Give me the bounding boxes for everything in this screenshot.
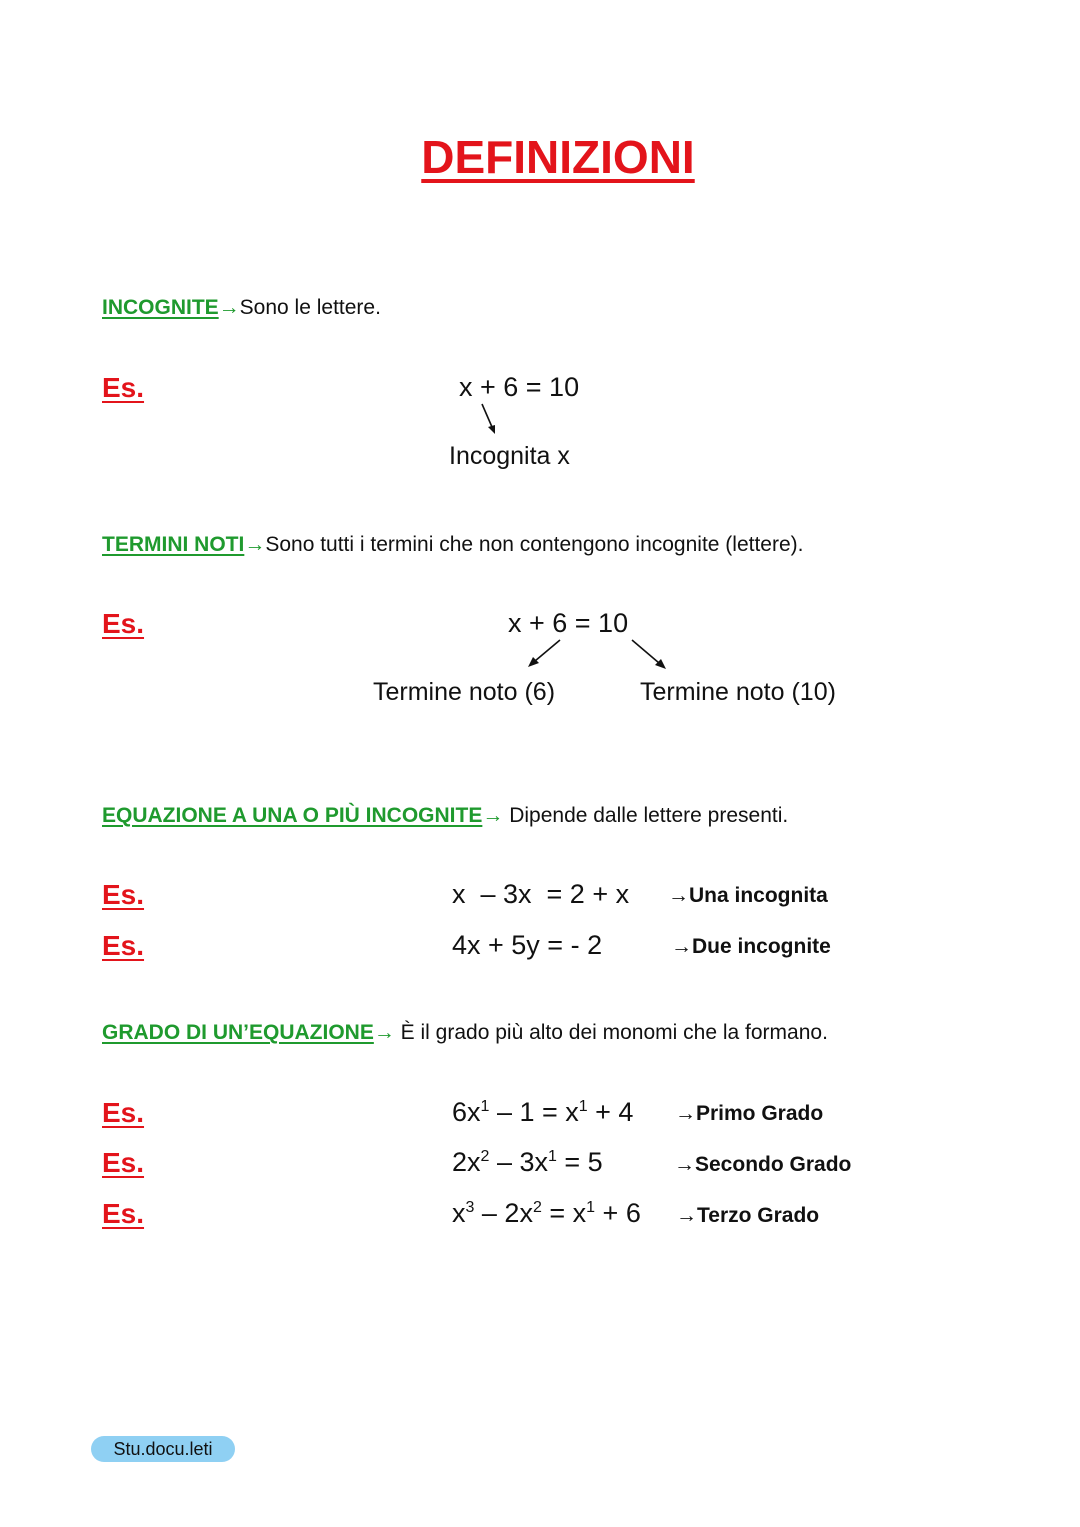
definition-text: Sono tutti i termini che non contengono incognite (lettere). <box>265 533 804 556</box>
example-result: →Primo Grado <box>675 1102 824 1125</box>
definition-incognite <box>102 296 381 320</box>
definition-equazione-incognite <box>102 804 788 828</box>
arrow-right-icon: → <box>674 1153 695 1176</box>
term-grado: GRADO DI UN’EQUAZIONE <box>102 1021 374 1044</box>
example-equation: x + 6 = 10 <box>459 372 580 402</box>
definition-text: Dipende dalle lettere presenti. <box>503 804 789 827</box>
arrow-down-right-icon <box>478 400 508 440</box>
arrow-right-icon: → <box>675 1102 696 1125</box>
example-equation: $6x^1 - 1 = x^1 + 4$ <box>452 1097 634 1127</box>
example-result: →Secondo Grado <box>674 1153 852 1176</box>
arrow-right-icon: → <box>482 804 504 827</box>
term-equazione-incognite: EQUAZIONE A UNA O PIÙ INCOGNITE <box>102 804 483 827</box>
arrow-right-icon: → <box>244 533 266 556</box>
example-note: Termine noto (6) <box>373 678 556 706</box>
example-label: Es. <box>102 1097 145 1128</box>
footer-badge: Stu.docu.leti <box>91 1436 235 1462</box>
example-note: Incognita x <box>449 442 570 470</box>
arrow-right-icon: → <box>676 1204 697 1227</box>
example-label: Es. <box>102 1198 145 1229</box>
example-equation: $x^3 - 2x^2 = x^1 + 6$ <box>452 1198 641 1228</box>
arrow-right-icon: → <box>668 884 689 907</box>
example-result: →Due incognite <box>671 935 831 958</box>
term-incognite: INCOGNITE <box>102 296 219 319</box>
example-result: →Terzo Grado <box>676 1204 820 1227</box>
example-label: Es. <box>102 372 145 403</box>
example-result: →Una incognita <box>668 884 828 907</box>
term-termini-noti: TERMINI NOTI <box>102 533 245 556</box>
arrow-down-left-icon <box>522 636 572 676</box>
definition-termini-noti <box>102 533 803 557</box>
definition-grado <box>102 1021 828 1045</box>
arrow-right-icon: → <box>671 935 692 958</box>
page-title: DEFINIZIONI <box>421 131 695 183</box>
definition-text: Sono le lettere. <box>239 296 381 319</box>
example-label: Es. <box>102 608 145 639</box>
example-equation: $2x^2 - 3x^1 = 5$ <box>452 1147 603 1177</box>
example-label: Es. <box>102 1147 145 1178</box>
arrow-right-icon: → <box>218 296 240 319</box>
arrow-right-icon: → <box>373 1021 395 1044</box>
example-note: Termine noto (10) <box>640 678 836 706</box>
example-label: Es. <box>102 879 145 910</box>
definition-text: È il grado più alto dei monomi che la formano. <box>394 1021 828 1044</box>
example-equation: x – 3x = 2 + x <box>452 879 630 909</box>
example-label: Es. <box>102 930 145 961</box>
example-equation: 4x + 5y = - 2 <box>452 930 603 960</box>
arrow-down-right-icon <box>628 636 678 676</box>
example-equation: x + 6 = 10 <box>508 608 629 638</box>
